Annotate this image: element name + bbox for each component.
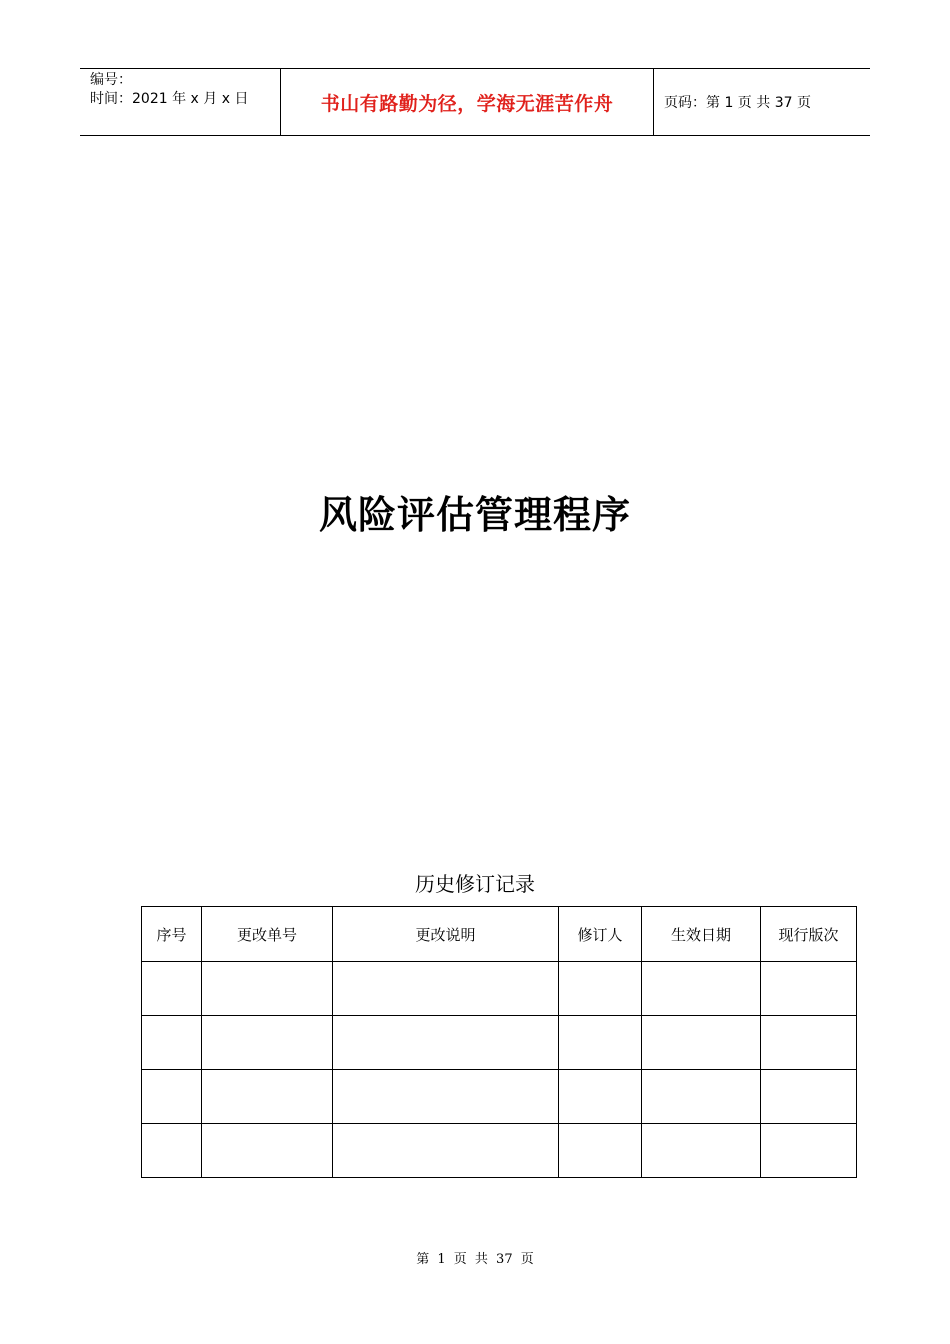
table-cell <box>642 962 761 1016</box>
header-meta <box>80 69 281 135</box>
header-motto: 书山有路勤为径，学海无涯苦作舟 <box>281 69 654 135</box>
column-header-effective-date: 生效日期 <box>642 907 761 962</box>
table-row <box>142 1070 857 1124</box>
table-cell <box>202 1124 333 1178</box>
column-header-current-version: 现行版次 <box>761 907 857 962</box>
revision-history-table <box>141 906 857 1178</box>
table-cell <box>202 1016 333 1070</box>
page-header <box>80 68 870 136</box>
document-number-label: 编号： <box>90 72 132 88</box>
table-row <box>142 962 857 1016</box>
table-cell <box>642 1016 761 1070</box>
table-cell <box>559 1124 642 1178</box>
table-cell <box>559 962 642 1016</box>
revision-table-title: 历史修订记录 <box>415 872 535 896</box>
column-header-reviser: 修订人 <box>559 907 642 962</box>
table-cell <box>202 1070 333 1124</box>
table-cell <box>142 1070 202 1124</box>
table-row <box>142 1016 857 1070</box>
table-cell <box>642 1070 761 1124</box>
column-header-change-description: 更改说明 <box>333 907 559 962</box>
table-cell <box>559 1016 642 1070</box>
page-footer: 第 1 页 共 37 页 <box>416 1252 534 1267</box>
table-cell <box>142 962 202 1016</box>
table-cell <box>761 1016 857 1070</box>
table-cell <box>142 1124 202 1178</box>
table-cell <box>761 962 857 1016</box>
table-cell <box>333 962 559 1016</box>
document-title: 风险评估管理程序 <box>318 493 631 537</box>
table-cell <box>333 1070 559 1124</box>
table-cell <box>333 1124 559 1178</box>
table-cell <box>642 1124 761 1178</box>
table-row <box>142 1124 857 1178</box>
table-cell <box>142 1016 202 1070</box>
table-header-row <box>142 907 857 962</box>
table-cell <box>761 1070 857 1124</box>
header-page-info: 页码：第 1 页 共 37 页 <box>664 95 811 111</box>
table-cell <box>333 1016 559 1070</box>
column-header-change-number: 更改单号 <box>202 907 333 962</box>
column-header-index: 序号 <box>142 907 202 962</box>
table-cell <box>559 1070 642 1124</box>
document-date-label: 时间：2021 年 x 月 x 日 <box>90 91 249 107</box>
table-cell <box>761 1124 857 1178</box>
table-cell <box>202 962 333 1016</box>
